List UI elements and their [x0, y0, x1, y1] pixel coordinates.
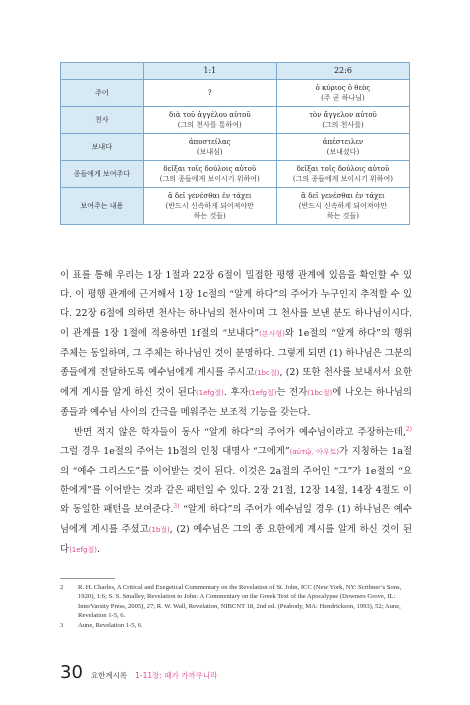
text-run: 그럴 경우 1e절의 주어는 1b절의 인칭 대명사 “그에게”: [60, 445, 290, 457]
text-run: 에 나오는 하나님의 종들과 예수님 사이의 간극을 메워주는 보조적 기능을 갖는다.: [60, 387, 412, 419]
page-number: 30: [60, 662, 83, 683]
table-cell: [276, 80, 409, 107]
cell-line-korean: (보내셨다): [326, 148, 360, 156]
cell-line-greek: ἀποστείλας: [188, 138, 231, 146]
paragraph-2: [60, 423, 412, 560]
body-text: [60, 266, 412, 560]
table-row: [61, 134, 410, 161]
book-title: 요한계시록: [90, 671, 128, 680]
row-label-angel: 천사: [61, 107, 144, 134]
cell-line-greek: δεῖξαι τοῖς δούλοις αὐτοῦ: [296, 165, 390, 173]
cell-line-greek: ἃ δεῖ γενέσθαι ἐν τάχει: [167, 192, 252, 200]
row-label-send: 보내다: [61, 134, 144, 161]
text-run: 는 전자: [276, 387, 308, 399]
verse-ref: (1b절): [148, 525, 170, 534]
footnote-text: Aune, Revelation 1-5, 6.: [78, 621, 143, 629]
table-cell: [276, 107, 409, 134]
cell-line-greek: ἀπέστειλεν: [322, 138, 364, 146]
cell-line-greek: διὰ τοῦ ἀγγέλου αὐτοῦ: [168, 111, 251, 119]
cell-line-greek: τὸν ἄγγελον αὐτοῦ: [309, 111, 377, 119]
footnote-text: R. H. Charles, A Critical and Exegetical Commentary on the Revelation of St. John, ICC (New York, NY: Scribner’s Sons, 1920), 1:6; S. S. Smalley, Revelation to John: A Commentary on the Greek Text of the Apocalypse (Downers Grove, IL: InterVarsity Press, 2005), 27; R. W. Wall, Revelation, NIBCNT 18, 2nd ed. (Peabody, MA: Hendrickson, 1993), 52; Aune, Revelation 1-5, 6.: [78, 584, 402, 620]
table-cell: [276, 134, 409, 161]
text-run: 가 지칭하는 1a절의 “예수 그리스도”를 이어받는 것이 된다. 이것은 2a절의 주어인 “그”가 1e절의 “요한에게”를 이어받는 것과 같은 패턴일 수 있다. 2장 21절, 12장 14절, 14장 4절도 이와 동일한 패턴을 보여준다.: [60, 445, 412, 516]
text-run: . 후자: [223, 387, 249, 399]
cell-line-greek: δεῖξαι τοῖς δούλοις αὐτοῦ: [163, 165, 257, 173]
footnote-divider: [60, 578, 115, 579]
cell-line-korean: (주 곧 하나님): [321, 94, 365, 102]
cell-line-korean: (보내심): [196, 148, 223, 156]
footnote-marker[interactable]: 3): [173, 503, 180, 511]
footnotes: [60, 583, 412, 630]
cell-line-korean: (반드시 신속하게 되어져야만: [298, 202, 388, 210]
table-row: [61, 161, 410, 188]
text-run: .: [96, 543, 100, 555]
table-header-1-1: 1:1: [143, 63, 276, 80]
table-row: [61, 80, 410, 107]
cell-line-korean: (그의 천사를): [322, 121, 364, 129]
row-label-show-servants: 종들에게 보여주다: [61, 161, 144, 188]
verse-ref: (1efg절): [195, 389, 224, 398]
footnote-2: [60, 583, 412, 621]
table-cell: [143, 107, 276, 134]
text-run: , (2) 또한 천사를 보내서서 요한에게 계시를 알게 하신 것이 된다: [60, 367, 413, 399]
footnote-marker[interactable]: 2): [405, 425, 412, 433]
paragraph-1: [60, 266, 412, 423]
cell-line-greek: ἃ δεῖ γενέσθαι ἐν τάχει: [301, 192, 385, 200]
cell-line-korean: (그의 종들에게 보이시기 위하여): [292, 175, 393, 183]
footnote-3: [60, 621, 412, 630]
cell-line-korean: (그의 종들에게 보이시기 위하여): [159, 175, 260, 183]
text-run: 와 1e절의 “알게 하다”의 행위 주체는 동일하며, 그 주체는 하나님인 것이 분명하다. 그렇게 되면 (1) 하나님은 그분의 종들에게 전달하도록 예수님에게 계시를 주시고: [60, 327, 412, 379]
cell-line-korean: (그의 천사를 통하여): [177, 121, 242, 129]
table-header-22-6: 22:6: [276, 63, 409, 80]
page-footer: [60, 662, 217, 686]
cell-line-korean: 하는 것들): [193, 212, 226, 220]
table-header-row: [61, 63, 410, 80]
verse-ref: (1efg절): [69, 545, 97, 554]
verse-ref: (1bc절): [254, 369, 280, 378]
cell-line: ?: [207, 89, 212, 97]
text-run: 이 표를 통해 우리는 1장 1절과 22장 6절이 밀접한 평행 관계에 있음을 확인할 수 있다. 이 평행 관계에 근거해서 1장 1c절의 “알게 하다”의 주어가 누구인지 추적할 수 있다. 22장 6절에 의하면 천사는 하나님의 천사이며 그 천사를 보낸 분도 하나님이시다. 이 관계를 1장 1절에 적용하면 1f절의 “보내다”: [60, 270, 412, 339]
row-label-subject: 주어: [61, 80, 144, 107]
table-header-corner: [61, 63, 144, 80]
cell-line-korean: 하는 것들): [326, 212, 359, 220]
table-cell: [143, 134, 276, 161]
table-cell: [143, 188, 276, 225]
table-cell: [276, 161, 409, 188]
cell-line-korean: (반드시 신속하게 되어져야만: [165, 202, 254, 210]
text-run: 반면 적지 않은 학자들이 동사 “알게 하다”의 주어가 예수님이라고 주장하는데,: [74, 426, 406, 438]
footnote-number: 2: [60, 584, 64, 591]
table-row: [61, 188, 410, 225]
verse-ref: (1bc절): [307, 389, 333, 398]
table-cell: [276, 188, 409, 225]
verse-ref: (본사형): [259, 329, 285, 338]
footnote-number: 3: [60, 621, 64, 629]
cell-line-greek: ὁ κύριος ὁ θεὸς: [315, 84, 371, 92]
text-run: “알게 하다”의 주어가 예수님일 경우 (1) 하나님은 예수님에게 계시를 주셨고: [60, 504, 412, 535]
table-cell: [143, 161, 276, 188]
comparison-table: [60, 62, 410, 225]
verse-ref: (1efg절): [248, 389, 277, 398]
table-row: [61, 107, 410, 134]
verse-ref: (αὐτῷ, 아우토): [289, 447, 340, 456]
text-run: , (2) 예수님은 그의 종 요한에게 계시를 알게 하신 것이 된다: [60, 523, 413, 555]
table-cell: [143, 80, 276, 107]
chapter-title: 1-11장: 때가 가까우니라: [135, 671, 218, 680]
row-label-content: 보여주는 내용: [61, 188, 144, 225]
